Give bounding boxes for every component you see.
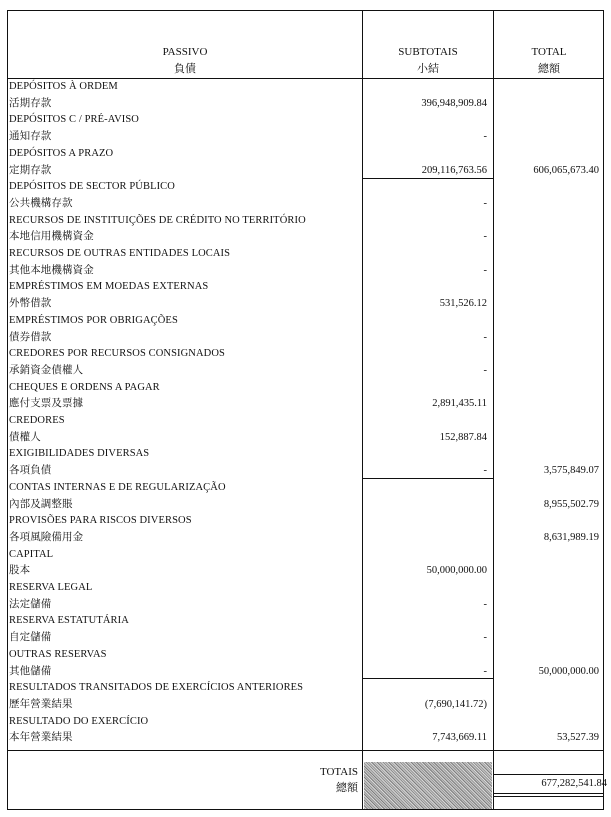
row-label: EMPRÉSTIMOS EM MOEDAS EXTERNAS xyxy=(9,281,209,293)
header-subtotais xyxy=(363,44,493,78)
table-row xyxy=(8,196,603,213)
table-row xyxy=(8,263,603,280)
row-subtotal: 396,948,909.84 xyxy=(421,97,487,109)
row-label: 本地信用機構資金 xyxy=(9,231,94,243)
row-subtotal: - xyxy=(483,197,487,209)
row-total: 3,575,849.07 xyxy=(543,465,599,477)
table-row xyxy=(8,563,603,580)
row-label: 公共機構存款 xyxy=(9,197,73,209)
table-row xyxy=(8,346,603,363)
row-total: 50,000,000.00 xyxy=(538,665,599,677)
row-label: 股本 xyxy=(9,565,31,577)
row-label: DEPÓSITOS A PRAZO xyxy=(9,147,114,159)
row-subtotal: 2,891,435.11 xyxy=(432,398,487,410)
header-subtotais-pt: SUBTOTAIS xyxy=(398,46,458,58)
row-label: RECURSOS DE OUTRAS ENTIDADES LOCAIS xyxy=(9,248,231,259)
row-label: 活期存款 xyxy=(9,97,52,109)
row-label: 外幣借款 xyxy=(9,298,52,310)
row-label: CREDORES xyxy=(9,415,65,426)
totals-hatched-cell xyxy=(364,762,492,809)
row-subtotal: - xyxy=(483,665,487,677)
row-label: CONTAS INTERNAS E DE REGULARIZAÇÃO xyxy=(9,481,226,493)
row-label: DEPÓSITOS DE SECTOR PÚBLICO xyxy=(9,181,175,193)
table-row xyxy=(8,246,603,263)
row-total: 53,527.39 xyxy=(557,732,599,744)
row-label: RESERVA ESTATUTÁRIA xyxy=(9,615,129,627)
totals-label-zh: 總額 xyxy=(336,782,358,794)
header-passivo xyxy=(8,44,362,78)
row-label: DEPÓSITOS À ORDEM xyxy=(9,81,118,92)
header-subtotais-zh: 小結 xyxy=(417,63,439,75)
table-row xyxy=(8,296,603,313)
row-label: CAPITAL xyxy=(9,548,54,560)
subtotal-rule xyxy=(363,478,493,479)
grand-total-top-rule xyxy=(494,774,604,775)
row-subtotal: - xyxy=(483,632,487,644)
table-row xyxy=(8,513,603,530)
row-label: RESERVA LEGAL xyxy=(9,582,93,593)
table-row xyxy=(8,730,603,747)
row-subtotal: - xyxy=(483,598,487,610)
header-total-pt: TOTAL xyxy=(531,46,567,58)
header-passivo-zh: 負債 xyxy=(174,63,196,75)
row-subtotal: - xyxy=(483,131,487,143)
table-row xyxy=(8,279,603,296)
row-subtotal: - xyxy=(483,231,487,243)
row-label: 承銷資金債權人 xyxy=(9,364,84,376)
subtotal-rule xyxy=(363,178,493,179)
grand-total-value: 677,282,541.84 xyxy=(541,778,607,789)
table-row xyxy=(8,463,603,480)
header-passivo-pt: PASSIVO xyxy=(162,46,208,58)
row-label: 歷年營業結果 xyxy=(9,698,73,710)
row-label: RESULTADO DO EXERCÍCIO xyxy=(9,715,149,727)
row-subtotal: 209,116,763.56 xyxy=(421,164,487,176)
table-row xyxy=(8,313,603,330)
grand-total-double-rule-2 xyxy=(494,796,604,797)
row-label: CREDORES POR RECURSOS CONSIGNADOS xyxy=(9,348,225,360)
header-total xyxy=(494,44,604,78)
table-row xyxy=(8,213,603,230)
table-row xyxy=(8,547,603,564)
row-label: 債券借款 xyxy=(9,331,52,343)
table-row xyxy=(8,480,603,497)
row-subtotal: - xyxy=(483,331,487,343)
totals-label-pt: TOTAIS xyxy=(319,766,358,778)
row-label: RESULTADOS TRANSITADOS DE EXERCÍCIOS ANTERIORES xyxy=(9,682,304,694)
table-row xyxy=(8,530,603,547)
row-label: EMPRÉSTIMOS POR OBRIGAÇÕES xyxy=(9,314,178,326)
table-row xyxy=(8,330,603,347)
table-row xyxy=(8,580,603,597)
row-label: 本年營業結果 xyxy=(9,732,73,744)
row-label: 自定儲備 xyxy=(9,632,52,644)
row-label: PROVISÕES PARA RISCOS DIVERSOS xyxy=(9,515,192,527)
table-row xyxy=(8,446,603,463)
header-total-zh: 總額 xyxy=(538,63,560,75)
row-label: DEPÓSITOS C / PRÉ-AVISO xyxy=(9,114,139,126)
table-row xyxy=(8,396,603,413)
grand-total-double-rule-1 xyxy=(494,793,604,794)
table-row xyxy=(8,112,603,129)
row-total: 8,955,502.79 xyxy=(543,498,599,510)
row-label: CHEQUES E ORDENS A PAGAR xyxy=(9,381,160,393)
table-row xyxy=(8,697,603,714)
table-row xyxy=(8,497,603,514)
body-divider xyxy=(7,750,604,751)
table-row xyxy=(8,597,603,614)
row-label: 各項負債 xyxy=(9,465,52,477)
table-row xyxy=(8,413,603,430)
totals-label xyxy=(320,764,358,796)
row-label: 其他本地機構資金 xyxy=(9,264,94,276)
row-subtotal: (7,690,141.72) xyxy=(424,698,487,710)
row-subtotal: - xyxy=(483,364,487,376)
row-label: 應付支票及票據 xyxy=(9,398,84,410)
row-label: EXIGIBILIDADES DIVERSAS xyxy=(9,448,150,460)
row-label: 其他儲備 xyxy=(9,665,52,677)
row-total: 606,065,673.40 xyxy=(533,164,599,176)
row-subtotal: 152,887.84 xyxy=(439,431,487,443)
row-label: OUTRAS RESERVAS xyxy=(9,648,107,660)
table-row xyxy=(8,229,603,246)
table-row xyxy=(8,630,603,647)
table-row xyxy=(8,163,603,180)
row-label: 內部及調整賬 xyxy=(9,498,73,510)
table-row xyxy=(8,79,603,96)
table-row xyxy=(8,146,603,163)
row-label: 各項風險備用金 xyxy=(9,531,84,543)
table-row xyxy=(8,680,603,697)
table-row xyxy=(8,613,603,630)
row-label: 債權人 xyxy=(9,431,41,443)
table-row xyxy=(8,96,603,113)
row-subtotal: 50,000,000.00 xyxy=(426,565,487,577)
table-row xyxy=(8,363,603,380)
row-label: 通知存款 xyxy=(9,131,52,143)
row-label: 定期存款 xyxy=(9,164,52,176)
row-subtotal: 531,526.12 xyxy=(439,298,487,310)
row-subtotal: - xyxy=(483,465,487,477)
row-label: 法定儲備 xyxy=(9,598,52,610)
table-row xyxy=(8,179,603,196)
row-total: 8,631,989.19 xyxy=(543,531,599,543)
subtotal-rule xyxy=(363,678,493,679)
table-row xyxy=(8,714,603,731)
table-row xyxy=(8,380,603,397)
row-label: RECURSOS DE INSTITUIÇÕES DE CRÉDITO NO TERRITÓRIO xyxy=(9,214,306,226)
row-subtotal: 7,743,669.11 xyxy=(432,732,487,744)
table-row xyxy=(8,430,603,447)
table-row xyxy=(8,664,603,681)
row-subtotal: - xyxy=(483,264,487,276)
table-row xyxy=(8,647,603,664)
table-row xyxy=(8,129,603,146)
